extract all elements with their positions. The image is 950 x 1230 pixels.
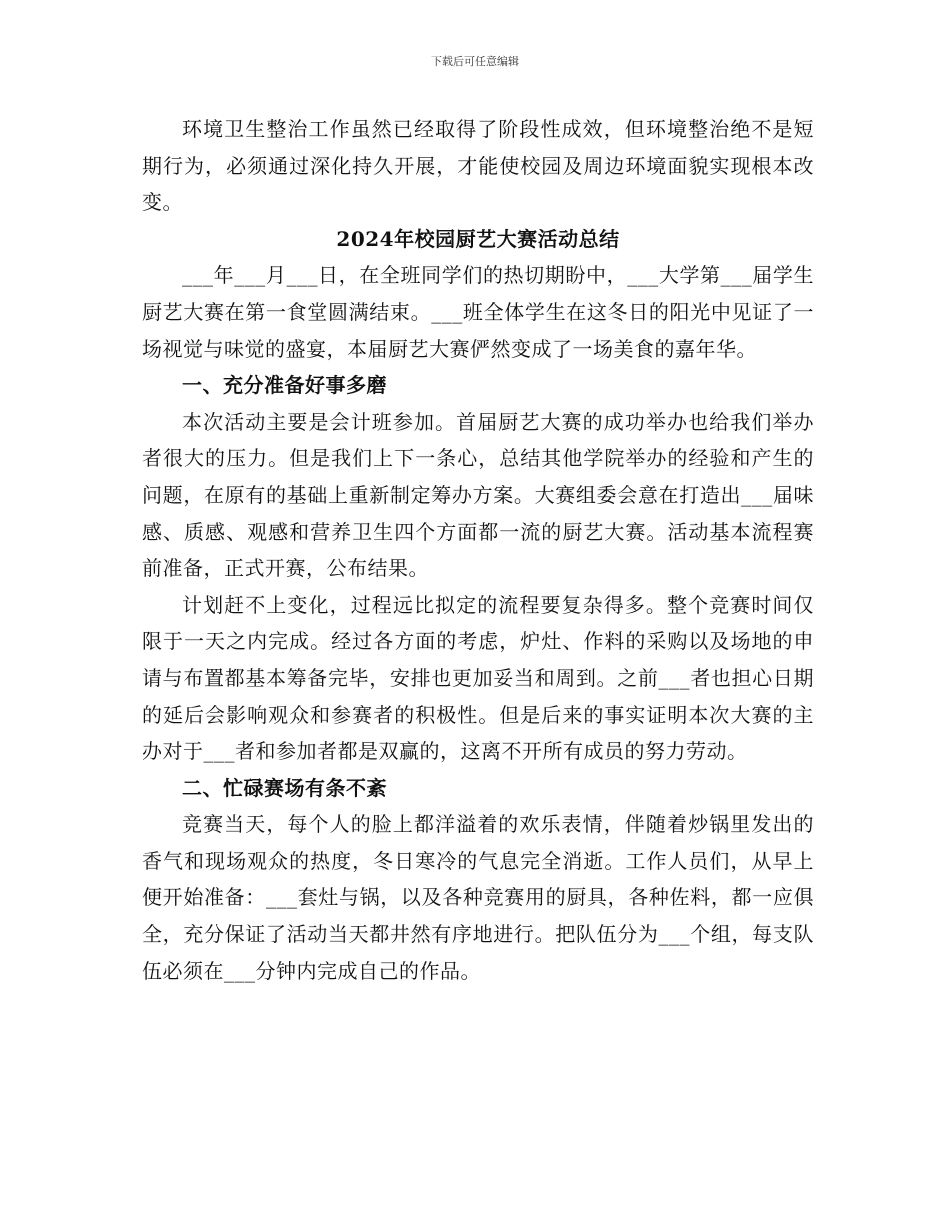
paragraph-1: ___年___月___日，在全班同学们的热切期盼中，___大学第___届学生厨艺大赛在第一食堂圆满结束。___班全体学生在这冬日的阳光中见证了一场视觉与味觉的盛宴，本届厨艺大赛俨然变成了一场美食的嘉年华。 (142, 263, 814, 361)
paragraph-4: 竞赛当天，每个人的脸上都洋溢着的欢乐表情，伴随着炒锅里发出的香气和现场观众的热度，冬日寒冷的气息完全消逝。工作人员们，从早上便开始准备：___套灶与锅，以及各种竞赛用的厨具，各种佐料，都一应俱全，充分保证了活动当天都井然有序地进行。把队伍分为___个组，每支队伍必须在___分钟内完成自己的作品。 (142, 812, 814, 983)
section-heading-1: 一、充分准备好事多磨 (182, 373, 387, 398)
intro-paragraph: 环境卫生整治工作虽然已经取得了阶段性成效，但环境整治绝不是短期行为，必须通过深化持久开展，才能使校园及周边环境面貌实现根本改变。 (142, 117, 814, 215)
document-title: 2024年校园厨艺大赛活动总结 (336, 226, 620, 251)
document-body (142, 111, 814, 989)
section-heading-2: 二、忙碌赛场有条不紊 (182, 775, 387, 800)
download-note: 下载后可任意编辑 (431, 55, 519, 68)
paragraph-2: 本次活动主要是会计班参加。首届厨艺大赛的成功举办也给我们举办者很大的压力。但是我们上下一条心，总结其他学院举办的经验和产生的问题，在原有的基础上重新制定筹办方案。大赛组委会意在打造出___届味感、质感、观感和营养卫生四个方面都一流的厨艺大赛。活动基本流程赛前准备，正式开赛，公布结果。 (142, 409, 814, 581)
paragraph-3: 计划赶不上变化，过程远比拟定的流程要复杂得多。整个竞赛时间仅限于一天之内完成。经过各方面的考虑，炉灶、作料的采购以及场地的申请与布置都基本筹备完毕，安排也更加妥当和周到。之前___者也担心日期的延后会影响观众和参赛者的积极性。但是后来的事实证明本次大赛的主办对于___者和参加者都是双赢的，这离不开所有成员的努力劳动。 (142, 592, 814, 764)
